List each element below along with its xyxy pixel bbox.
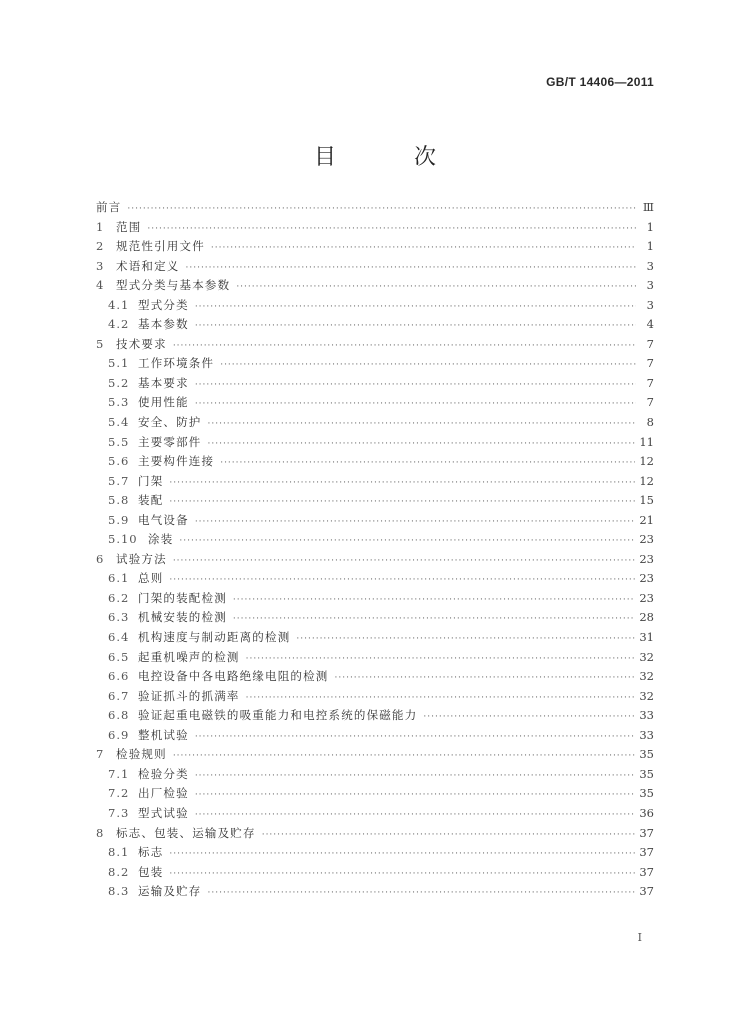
- toc-entry[interactable]: [96, 589, 654, 609]
- toc-entry[interactable]: [96, 413, 654, 433]
- toc-entry-number: 6.5: [108, 649, 130, 664]
- toc-entry[interactable]: [96, 296, 654, 316]
- page-number: I: [637, 931, 642, 944]
- toc-entry-label: 术语和定义: [116, 258, 180, 273]
- toc-entry-number: 4.2: [108, 317, 130, 332]
- toc-entry-number: 3: [96, 258, 105, 273]
- toc-entry-number: 5.8: [108, 493, 130, 508]
- toc-entry-number: 7: [96, 747, 105, 762]
- toc-entry-number: 7.1: [108, 766, 130, 781]
- toc-entry-number: 8: [96, 825, 105, 840]
- toc-entry[interactable]: [96, 354, 654, 374]
- toc-entry[interactable]: [96, 237, 654, 257]
- toc-entry[interactable]: [96, 335, 654, 355]
- toc-leader-dots: [179, 532, 635, 550]
- toc-entry-number: 6.2: [108, 590, 130, 605]
- toc-entry[interactable]: [96, 393, 654, 413]
- toc-leader-dots: [195, 317, 636, 335]
- toc-entry-label: 装配: [138, 493, 164, 508]
- toc-entry-label: 门架: [138, 473, 164, 488]
- toc-entry-label: 检验规则: [116, 747, 167, 762]
- toc-entry-number: 6: [96, 551, 105, 566]
- toc-leader-dots: [208, 435, 636, 453]
- toc-entry-page: 32: [639, 649, 654, 664]
- toc-entry-number: 5.5: [108, 434, 130, 449]
- toc-entry-label: 规范性引用文件: [116, 239, 205, 254]
- toc-leader-dots: [211, 239, 636, 257]
- toc-entry[interactable]: [96, 452, 654, 472]
- toc-entry[interactable]: [96, 569, 654, 589]
- toc-entry[interactable]: [96, 726, 654, 746]
- toc-leader-dots: [169, 865, 635, 883]
- toc-leader-dots: [195, 767, 636, 785]
- toc-leader-dots: [208, 884, 636, 902]
- toc-entry[interactable]: [96, 608, 654, 628]
- toc-entry-label: 电控设备中各电路绝缘电阻的检测: [138, 669, 329, 684]
- toc-entry[interactable]: [96, 687, 654, 707]
- toc-entry-page: 11: [639, 434, 654, 449]
- toc-entry-number: 7.2: [108, 786, 130, 801]
- toc-entry-page: 12: [639, 473, 654, 488]
- toc-entry-page: 35: [639, 786, 654, 801]
- toc-leader-dots: [296, 630, 635, 648]
- toc-entry-number: 6.1: [108, 571, 130, 586]
- toc-entry-page: 37: [639, 845, 654, 860]
- toc-leader-dots: [220, 356, 636, 374]
- toc-entry[interactable]: [96, 550, 654, 570]
- toc-entry-page: 7: [646, 375, 654, 390]
- toc-entry[interactable]: [96, 784, 654, 804]
- toc-leader-dots: [246, 650, 636, 668]
- toc-entry-label: 基本要求: [138, 375, 189, 390]
- toc-entry-page: 37: [639, 864, 654, 879]
- toc-entry[interactable]: [96, 218, 654, 238]
- toc-leader-dots: [173, 552, 636, 570]
- toc-entry-page: 35: [639, 747, 654, 762]
- toc-entry-label: 主要零部件: [138, 434, 202, 449]
- toc-entry-number: 6.4: [108, 630, 130, 645]
- toc-entry-page: 8: [646, 415, 654, 430]
- toc-entry-number: 5.4: [108, 415, 130, 430]
- toc-entry[interactable]: [96, 804, 654, 824]
- toc-entry-label: 标志: [138, 845, 164, 860]
- toc-entry-page: 33: [639, 727, 654, 742]
- toc-entry-label: 主要构件连接: [138, 454, 215, 469]
- toc-entry-label: 验证起重电磁铁的吸重能力和电控系统的保磁能力: [138, 708, 418, 723]
- toc-entry[interactable]: [96, 667, 654, 687]
- toc-entry-page: 7: [646, 356, 654, 371]
- toc-leader-dots: [127, 200, 636, 218]
- toc-entry-page: 36: [639, 805, 654, 820]
- toc-entry-page: 7: [646, 395, 654, 410]
- toc-entry-page: 32: [639, 669, 654, 684]
- toc-leader-dots: [195, 513, 636, 531]
- toc-leader-dots: [195, 298, 636, 316]
- toc-entry-page: 7: [646, 336, 654, 351]
- toc-entry-number: 5.7: [108, 473, 130, 488]
- toc-entry-label: 范围: [116, 219, 142, 234]
- toc-entry-label: 型式试验: [138, 805, 189, 820]
- toc-entry-number: 6.7: [108, 688, 130, 703]
- toc-leader-dots: [169, 474, 635, 492]
- toc-leader-dots: [173, 747, 636, 765]
- toc-entry[interactable]: [96, 491, 654, 511]
- toc-entry[interactable]: [96, 315, 654, 335]
- toc-entry-page: 35: [639, 766, 654, 781]
- toc-leader-dots: [169, 493, 635, 511]
- toc-entry-label: 型式分类与基本参数: [116, 278, 231, 293]
- toc-entry-page: 28: [639, 610, 654, 625]
- toc-entry[interactable]: [96, 530, 654, 550]
- toc-entry-page: 23: [639, 590, 654, 605]
- toc-entry[interactable]: [96, 374, 654, 394]
- toc-entry-page: 33: [639, 708, 654, 723]
- toc-entry-label: 门架的装配检测: [138, 590, 227, 605]
- table-of-contents: [96, 198, 654, 902]
- toc-entry-label: 前言: [96, 200, 122, 214]
- toc-entry[interactable]: [96, 511, 654, 531]
- toc-entry[interactable]: [96, 257, 654, 277]
- toc-entry-page: 37: [639, 884, 654, 899]
- toc-entry[interactable]: [96, 863, 654, 883]
- toc-entry-page: 37: [639, 825, 654, 840]
- toc-entry-page: 3: [646, 258, 654, 273]
- toc-entry-number: 8.1: [108, 845, 130, 860]
- toc-entry-label: 整机试验: [138, 727, 189, 742]
- toc-entry[interactable]: [96, 824, 654, 844]
- toc-entry-page: 15: [639, 493, 654, 508]
- toc-entry[interactable]: [96, 198, 654, 218]
- toc-entry-label: 起重机噪声的检测: [138, 649, 240, 664]
- toc-entry-label: 基本参数: [138, 317, 189, 332]
- toc-entry-number: 5.6: [108, 454, 130, 469]
- toc-entry-label: 工作环境条件: [138, 356, 215, 371]
- toc-leader-dots: [246, 689, 636, 707]
- toc-entry[interactable]: [96, 745, 654, 765]
- toc-entry-number: 5.9: [108, 512, 130, 527]
- toc-entry[interactable]: [96, 765, 654, 785]
- toc-entry-number: 4: [96, 278, 105, 293]
- toc-entry-number: 7.3: [108, 805, 130, 820]
- toc-entry-number: 5.3: [108, 395, 130, 410]
- toc-entry-label: 电气设备: [138, 512, 189, 527]
- toc-leader-dots: [169, 571, 635, 589]
- toc-entry-label: 检验分类: [138, 766, 189, 781]
- toc-leader-dots: [208, 415, 637, 433]
- toc-entry[interactable]: [96, 706, 654, 726]
- toc-leader-dots: [335, 669, 636, 687]
- toc-entry-page: 23: [639, 551, 654, 566]
- toc-entry-label: 包装: [138, 864, 164, 879]
- toc-entry[interactable]: [96, 276, 654, 296]
- toc-entry-page: 12: [639, 454, 654, 469]
- toc-entry[interactable]: [96, 472, 654, 492]
- toc-leader-dots: [195, 376, 636, 394]
- toc-leader-dots: [195, 786, 636, 804]
- toc-leader-dots: [195, 395, 636, 413]
- toc-entry-number: 8.3: [108, 884, 130, 899]
- toc-entry-label: 验证抓斗的抓满率: [138, 688, 240, 703]
- toc-leader-dots: [233, 591, 635, 609]
- toc-entry-number: 5: [96, 336, 105, 351]
- toc-entry-number: 6.9: [108, 727, 130, 742]
- toc-entry-page: 1: [646, 239, 654, 254]
- toc-entry-page: 31: [639, 630, 654, 645]
- toc-entry[interactable]: [96, 882, 654, 902]
- toc-leader-dots: [262, 826, 636, 844]
- toc-entry-label: 型式分类: [138, 297, 189, 312]
- toc-entry[interactable]: [96, 433, 654, 453]
- toc-leader-dots: [173, 337, 636, 355]
- toc-leader-dots: [220, 454, 635, 472]
- toc-entry-number: 5.2: [108, 375, 130, 390]
- toc-entry-page: 4: [646, 317, 654, 332]
- toc-entry-label: 机构速度与制动距离的检测: [138, 630, 291, 645]
- toc-entry-label: 出厂检验: [138, 786, 189, 801]
- toc-leader-dots: [423, 708, 635, 726]
- toc-entry-page: 3: [646, 278, 654, 293]
- toc-entry-page: 1: [646, 219, 654, 234]
- toc-entry-number: 5.1: [108, 356, 130, 371]
- toc-entry-number: 6.3: [108, 610, 130, 625]
- toc-leader-dots: [195, 728, 636, 746]
- toc-entry[interactable]: [96, 648, 654, 668]
- toc-entry-number: 6.8: [108, 708, 130, 723]
- toc-entry-label: 机械安装的检测: [138, 610, 227, 625]
- toc-entry-number: 4.1: [108, 297, 130, 312]
- toc-entry-label: 使用性能: [138, 395, 189, 410]
- toc-entry[interactable]: [96, 843, 654, 863]
- toc-entry-page: 3: [646, 297, 654, 312]
- toc-entry-label: 涂装: [148, 532, 174, 547]
- toc-leader-dots: [169, 845, 635, 863]
- toc-entry-page: Ⅲ: [642, 200, 654, 214]
- toc-entry-label: 技术要求: [116, 336, 167, 351]
- toc-entry-number: 8.2: [108, 864, 130, 879]
- toc-entry-page: 23: [639, 571, 654, 586]
- toc-leader-dots: [186, 259, 637, 277]
- toc-entry-number: 6.6: [108, 669, 130, 684]
- standard-code: GB/T 14406—2011: [546, 75, 654, 89]
- toc-entry[interactable]: [96, 628, 654, 648]
- toc-entry-number: 1: [96, 219, 105, 234]
- toc-entry-label: 总则: [138, 571, 164, 586]
- page-title: 目 次: [313, 145, 464, 170]
- toc-leader-dots: [195, 806, 636, 824]
- toc-leader-dots: [233, 610, 635, 628]
- toc-leader-dots: [236, 278, 636, 296]
- toc-entry-number: 2: [96, 239, 105, 254]
- toc-leader-dots: [147, 220, 636, 238]
- toc-entry-label: 安全、防护: [138, 415, 202, 430]
- toc-entry-label: 试验方法: [116, 551, 167, 566]
- toc-entry-label: 运输及贮存: [138, 884, 202, 899]
- toc-entry-label: 标志、包装、运输及贮存: [116, 825, 256, 840]
- toc-entry-page: 32: [639, 688, 654, 703]
- toc-entry-page: 21: [639, 512, 654, 527]
- toc-entry-page: 23: [639, 532, 654, 547]
- toc-entry-number: 5.10: [108, 532, 138, 547]
